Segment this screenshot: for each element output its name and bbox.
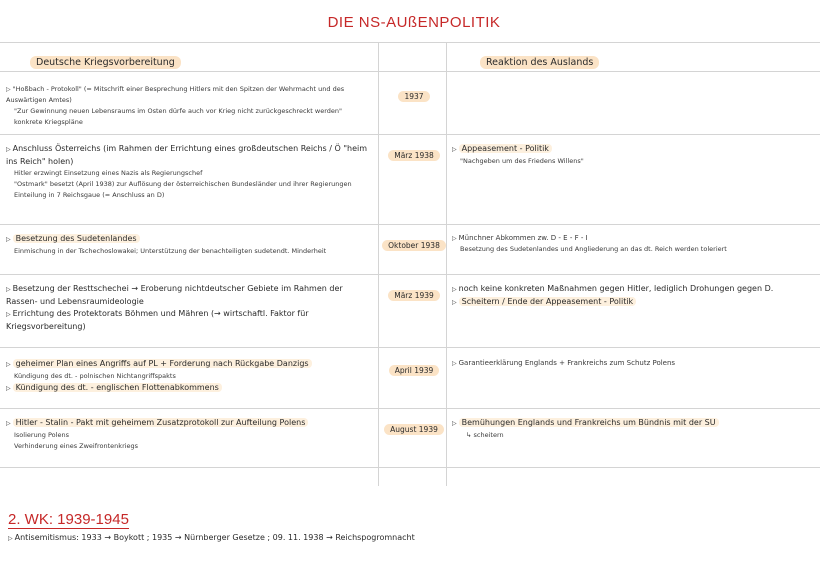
row-main-text: Anschluss Österreichs (im Rahmen der Errichtung eines großdeutschen Reichs / Ö "heim ins Reich" holen) (6, 144, 368, 166)
year-badge: 1937 (398, 91, 429, 102)
row-main-text: Hitler - Stalin - Pakt mit geheimem Zusatzprotokoll zur Aufteilung Polens (13, 418, 309, 427)
timeline-table (0, 42, 820, 468)
page-title: DIE NS-AUßENPOLITIK (327, 14, 501, 31)
section-title-text: 2. WK: 1939-1945 (8, 511, 129, 528)
row-main-text-2: Kündigung des dt. - englischen Flottenabkommens (13, 383, 222, 392)
antisemitism-text: Antisemitismus: 1933 → Boykott ; 1935 → Nürnberger Gesetze ; 09. 11. 1938 → Reichspogromnacht (14, 533, 415, 542)
row-sub-text: konkrete Kriegspläne (14, 118, 83, 126)
row-sub-text: Kündigung des dt. - polnischen Nichtangriffspakts (14, 372, 176, 380)
table-row: ▷ Besetzung des Sudetenlandes Einmischung in der Tschechoslowakei; Unterstützung der benachteiligten sudetendt. Minderheit Oktober 1938 ▷ Münchner Abkommen zw. D - E - F - I Besetzung des Sudetenlandes und Angliederung an das dt. Reich werden toleriert (0, 225, 820, 275)
row-main-text: Besetzung der Resttschechei → Eroberung nichtdeutscher Gebiete im Rahmen der Rassen- und Lebensraumideologie (6, 284, 343, 306)
row-sub-text: Einmischung in der Tschechoslowakei; Unterstützung der benachteiligten sudetendt. Minderheit (14, 247, 327, 255)
row-sub-text: Verhinderung eines Zweifrontenkriegs (14, 442, 139, 450)
reaction-sub-text: "Nachgeben um des Friedens Willens" (460, 157, 584, 165)
reaction-main-text: Garantieerklärung Englands + Frankreichs zum Schutz Polens (458, 359, 676, 367)
row-sub-text: "Ostmark" besetzt (April 1938) zur Auflösung der österreichischen Bundesländer und ihrer Regierungen (14, 180, 352, 188)
row-sub-text: Isolierung Polens (14, 431, 69, 439)
row-main-text: Besetzung des Sudetenlandes (13, 234, 140, 243)
reaction-main-text: Münchner Abkommen zw. D - E - F - I (458, 234, 588, 242)
row-sub-text: "Zur Gewinnung neuen Lebensraums im Osten dürfe auch vor Krieg nicht zurückgeschreckt werden" (14, 107, 343, 115)
reaction-main-text: noch keine konkreten Maßnahmen gegen Hitler, lediglich Drohungen gegen D. (458, 284, 774, 293)
row-main-text: "Hoßbach - Protokoll" (= Mitschrift einer Besprechung Hitlers mit den Spitzen der Wehrmacht und des Auswärtigen Amtes) (6, 85, 345, 104)
table-row: ▷ geheimer Plan eines Angriffs auf PL + Forderung nach Rückgabe Danzigs Kündigung des dt. - polnischen Nichtangriffspakts ▷ Kündigung des dt. - englischen Flottenabkommens April 1939 ▷ Garantieerklärung Englands + Frankreichs zum Schutz Polens (0, 348, 820, 409)
header-left-label: Deutsche Kriegsvorbereitung (30, 56, 181, 69)
reaction-main-text-2: Scheitern / Ende der Appeasement - Politik (459, 297, 637, 306)
year-badge: Oktober 1938 (382, 240, 446, 251)
row-main-text-2: Errichtung des Protektorats Böhmen und Mähren (→ wirtschaftl. Faktor für Kriegsvorbereitung) (6, 309, 309, 331)
table-row: ▷ "Hoßbach - Protokoll" (= Mitschrift einer Besprechung Hitlers mit den Spitzen der Wehrmacht und des Auswärtigen Amtes) "Zur Gewinnung neuen Lebensraums im Osten dürfe auch vor Krieg nicht zurückgeschreckt werden" konkrete Kriegspläne 1937 (0, 72, 820, 135)
table-row: ▷ Anschluss Österreichs (im Rahmen der Errichtung eines großdeutschen Reichs / Ö "heim ins Reich" holen) Hitler erzwingt Einsetzung eines Nazis als Regierungschef "Ostmark" besetzt (April 1938) zur Auflösung der österreichischen Bundesländer und ihrer Regierungen Einteilung in 7 Reichsgaue (= Anschluss an D) März 1938 ▷ Appeasement - Politik "Nachgeben um des Friedens Willens" (0, 135, 820, 225)
year-badge: März 1939 (388, 290, 440, 301)
table-header (0, 42, 820, 72)
section-title-ww2 (8, 511, 129, 528)
row-sub-text: Einteilung in 7 Reichsgaue (= Anschluss an D) (14, 191, 165, 199)
reaction-main-text: Bemühungen Englands und Frankreichs um Bündnis mit der SU (459, 418, 719, 427)
reaction-sub-text: Besetzung des Sudetenlandes und Angliederung an das dt. Reich werden toleriert (460, 245, 727, 253)
year-badge: August 1939 (384, 424, 444, 435)
row-main-text: geheimer Plan eines Angriffs auf PL + Forderung nach Rückgabe Danzigs (13, 359, 312, 368)
reaction-main-text: Appeasement - Politik (459, 144, 552, 153)
year-badge: April 1939 (389, 365, 440, 376)
table-row: ▷ Hitler - Stalin - Pakt mit geheimem Zusatzprotokoll zur Aufteilung Polens Isolierung Polens Verhinderung eines Zweifrontenkriegs August 1939 ▷ Bemühungen Englands und Frankreichs um Bündnis mit der SU ↳ scheitern (0, 409, 820, 468)
row-sub-text: Hitler erzwingt Einsetzung eines Nazis als Regierungschef (14, 169, 203, 177)
table-row: ▷ Besetzung der Resttschechei → Eroberung nichtdeutscher Gebiete im Rahmen der Rassen- und Lebensraumideologie ▷ Errichtung des Protektorats Böhmen und Mähren (→ wirtschaftl. Faktor für Kriegsvorbereitung) März 1939 ▷ noch keine konkreten Maßnahmen gegen Hitler, lediglich Drohungen gegen D. ▷ Scheitern / Ende der Appeasement - Politik (0, 275, 820, 348)
header-right-label: Reaktion des Auslands (480, 56, 599, 69)
year-badge: März 1938 (388, 150, 440, 161)
antisemitism-line: ▷ Antisemitismus: 1933 → Boykott ; 1935 → Nürnberger Gesetze ; 09. 11. 1938 → Reichspogromnacht (8, 533, 415, 542)
reaction-sub-text: ↳ scheitern (466, 431, 504, 439)
